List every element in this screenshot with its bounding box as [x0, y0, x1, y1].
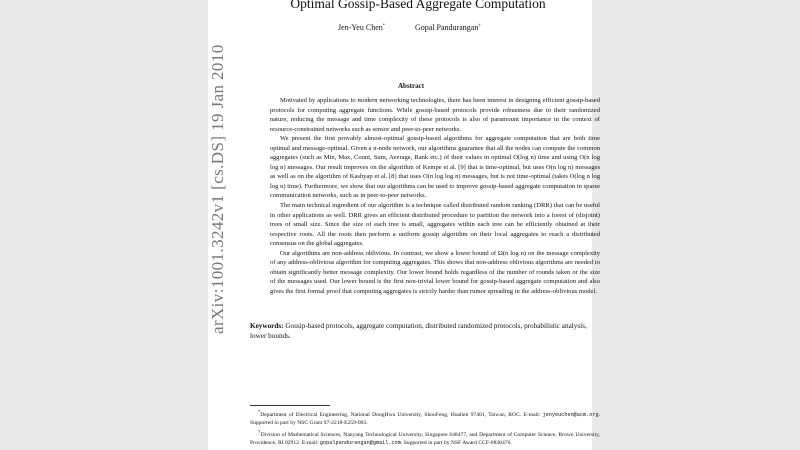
- footnote-divider: [250, 405, 330, 406]
- footnote: *Department of Electrical Engineering, National DongHwa University, ShouFeng, Hualien 97401, Taiwan, ROC. E-mail: jenyeuchen@acm.org. Supported in part by NSC Grant 97-2218-E259-003.: [250, 409, 600, 427]
- footnotes: [250, 408, 600, 447]
- abstract-paragraph: Our algorithms are non-address oblivious. In contrast, we show a lower bound of Ω(n log n) on the message complexity of any address-oblivious algorithm for computing aggregates. This shows that non-address oblivious algorithms are needed to obtain significantly better message complexity. Our lower bound holds regardless of the number of rounds taken or the size of the messages used. Our lower bound is the first non-trivial lower bound for gossip-based aggregate computation and also gives the first formal proof that computing aggregates is strictly harder than rumor spreading in the address-oblivious model.: [270, 249, 600, 295]
- abstract-paragraph: We present the first provably almost-optimal gossip-based algorithms for aggregate computation that are both time optimal and message-optimal. Given a n-node network, our algorithms guarantee that all the nodes can compute the common aggregates (such as Min, Max, Count, Sum, Average, Rank etc.) of their values in optimal O(log n) time and using O(n log log n) messages. Our result improves on the algorithm of Kempe et al. [9] that is time-optimal, but uses O(n log n) messages as well as on the algorithm of Kashyap et al. [8] that uses O(n log log n) messages, but is not time-optimal (takes O(log n log log n) time). Furthermore, we show that our algorithms can be used to improve gossip-based aggregate computation in sparse communication networks, such as in peer-to-peer networks.: [270, 135, 600, 200]
- abstract-body: [270, 96, 600, 296]
- email-link[interactable]: jenyeuchen@acm.org: [542, 411, 599, 418]
- abstract-paragraph: Motivated by applications to modern networking technologies, there has been interest in designing efficient gossip-based protocols for computing aggregate functions. While gossip-based protocols provide robustness due to their randomized nature, reducing the message and time complexity of these protocols is also of paramount importance in the context of resource-constrained networks such as sensor and peer-to-peer networks.: [270, 97, 600, 133]
- abstract-heading: Abstract: [398, 82, 425, 90]
- paper-title: Optimal Gossip-Based Aggregate Computation: [290, 0, 546, 11]
- keywords: [250, 322, 600, 341]
- author: Jen-Yeu Chen*: [338, 22, 385, 32]
- email-link[interactable]: gopalpandurangan@gmail.com: [319, 439, 401, 446]
- author-list: [338, 22, 509, 32]
- arxiv-identifier: arXiv:1001.3242v1 [cs.DS] 19 Jan 2010: [208, 44, 227, 334]
- abstract-paragraph: The main technical ingredient of our algorithm is a technique called distributed random ranking (DRR) that can be useful in other applications as well. DRR gives an efficient distributed procedure to partition the network into a forest of (disjoint) trees of small size. Since the size of each tree is small, aggregates within each tree can be efficiently obtained at their respective roots. All the roots then perform a uniform gossip algorithm on their local aggregates to reach a distributed consensus on the global aggregates.: [270, 202, 600, 248]
- paper-page: [208, 0, 600, 450]
- keywords-label: Keywords:: [250, 322, 284, 330]
- author: Gopal Pandurangan†: [415, 22, 481, 32]
- footnote: †Division of Mathematical Sciences, Nanyang Technological University, Singapore 648477, and Department of Computer Science, Brown University, Providence, RI 02912. E-mail: gopalpandurangan@gmail.com. Supported in part by NSF Award CCF-0830476.: [250, 428, 600, 446]
- keywords-text: Gossip-based protocols, aggregate computation, distributed randomized protocols, probabilistic analysis, lower bounds.: [250, 322, 587, 340]
